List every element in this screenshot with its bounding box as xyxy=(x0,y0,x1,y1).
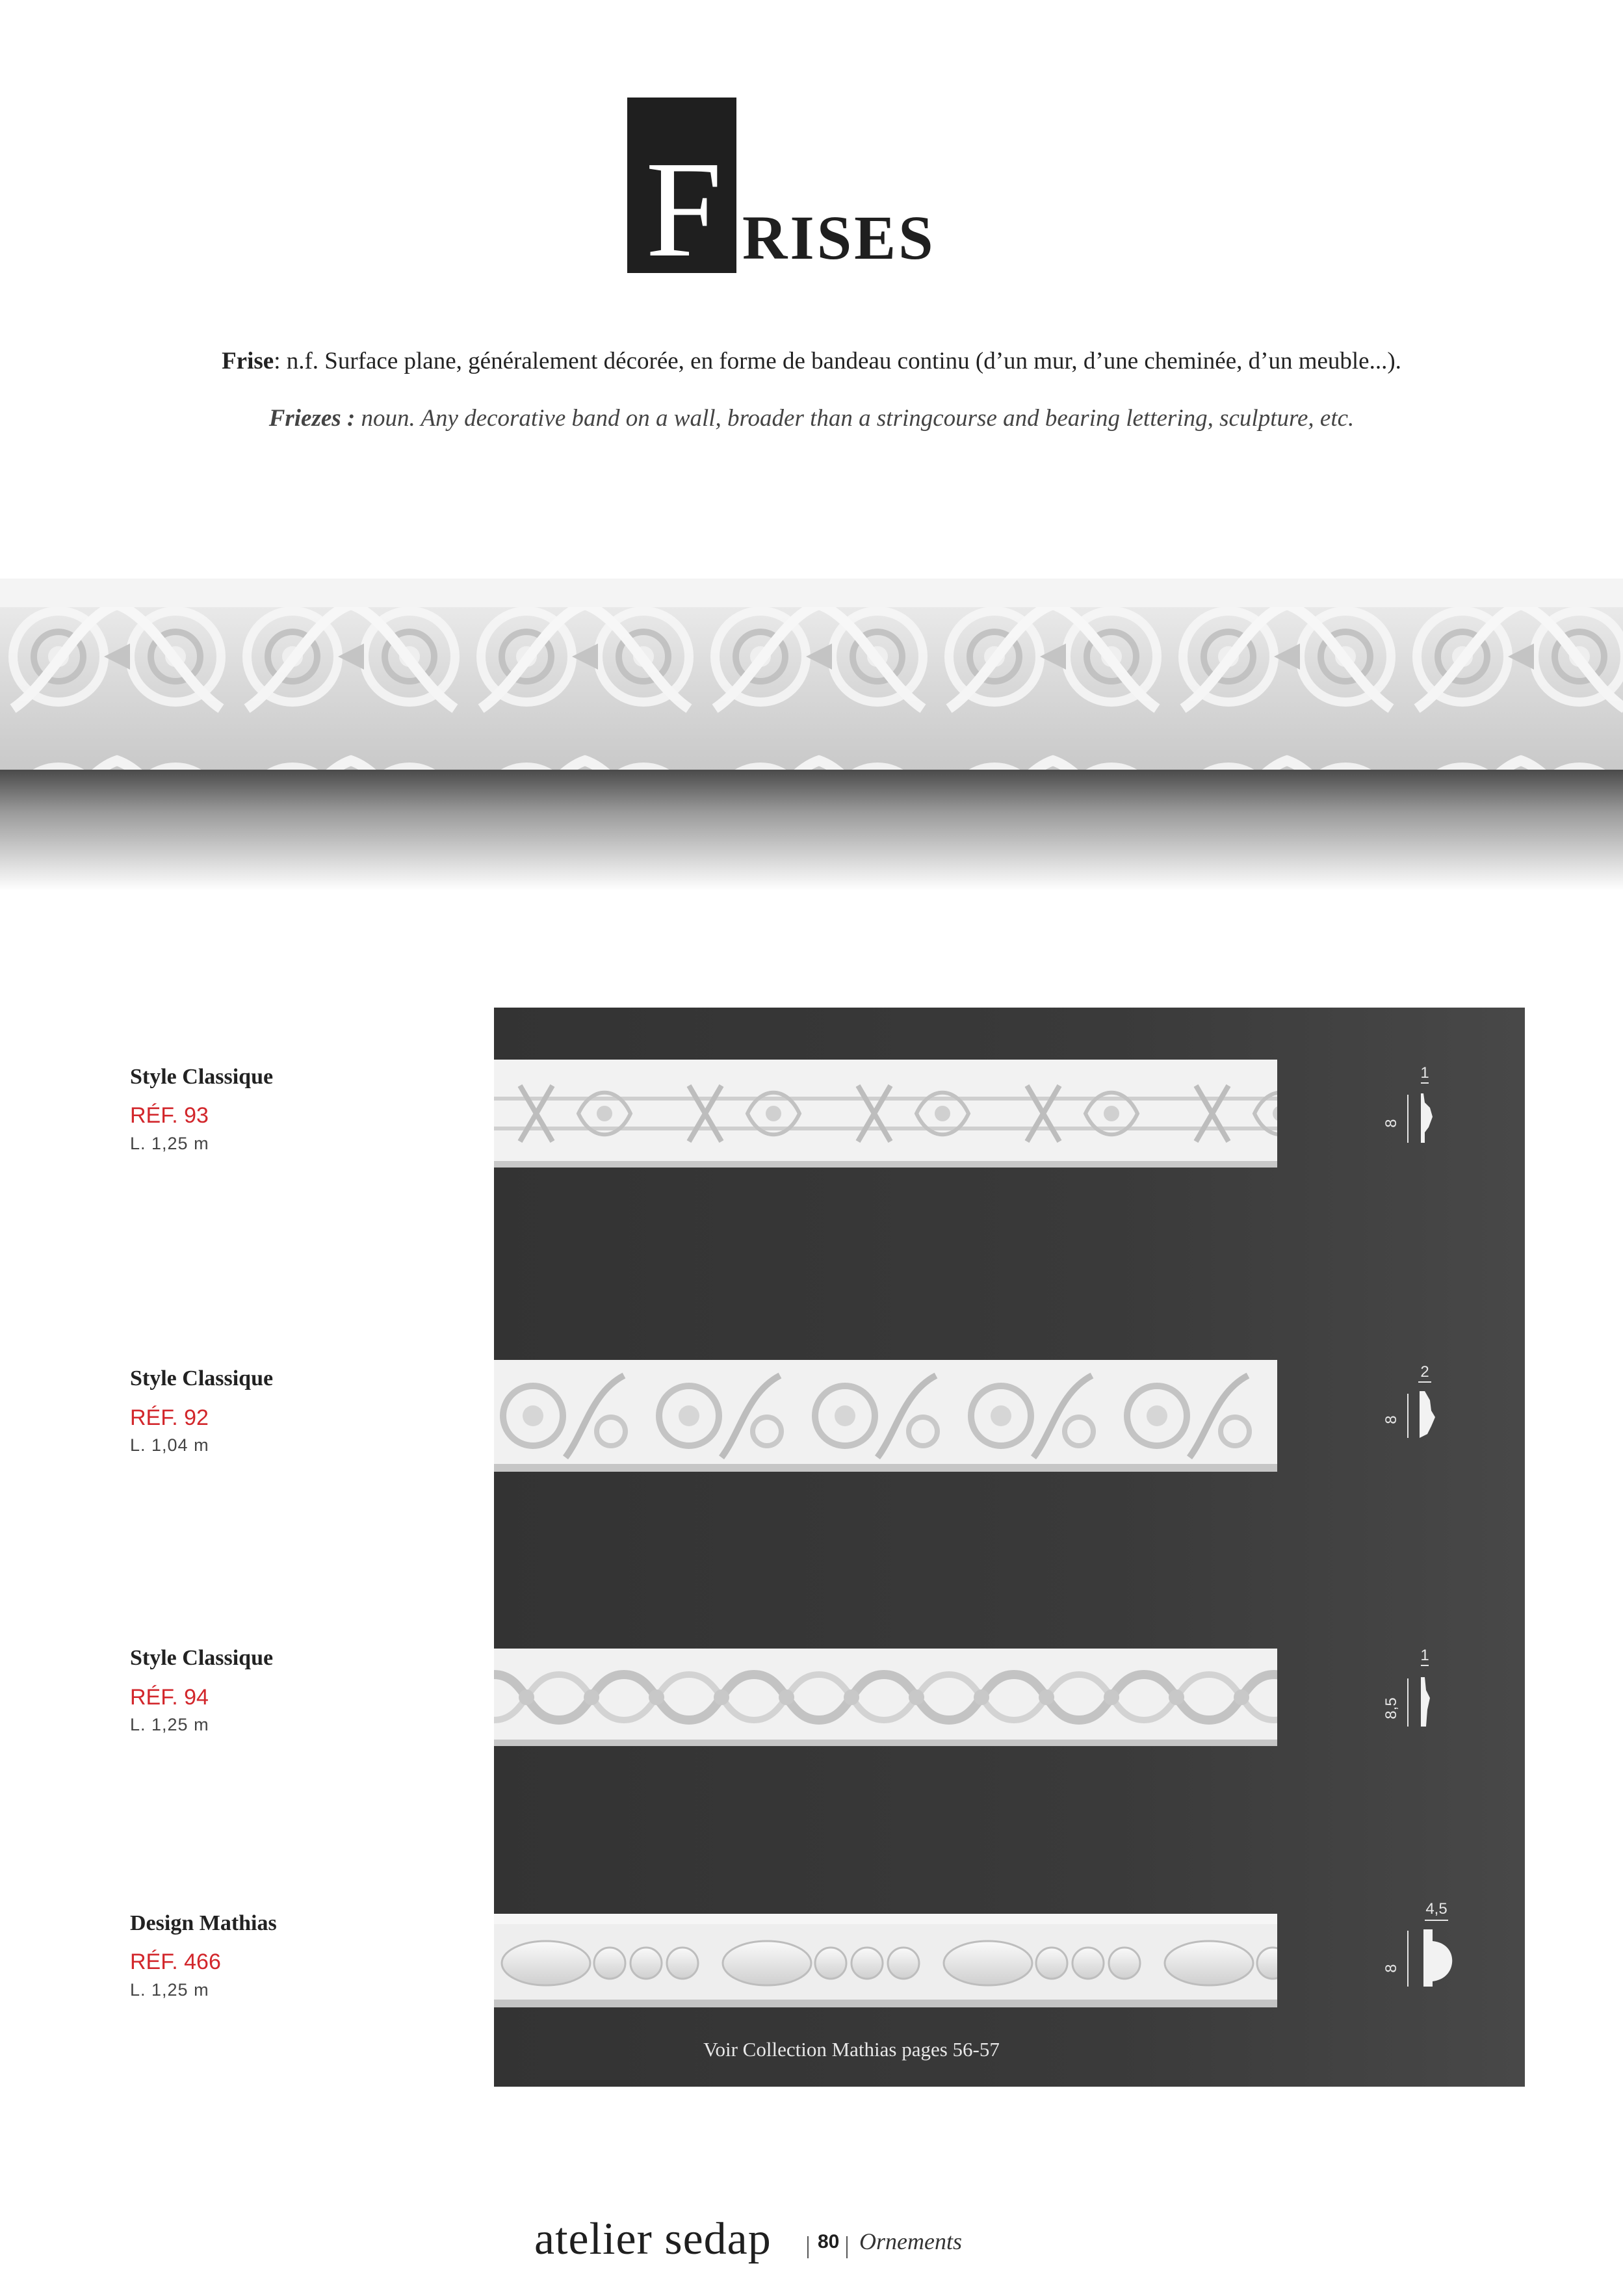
product-style: Style Classique xyxy=(130,1646,274,1670)
product-style: Style Classique xyxy=(130,1366,274,1390)
footer-section: Ornements xyxy=(859,2228,962,2254)
product-ref: RÉF. 94 xyxy=(130,1685,209,1710)
title-initial: F xyxy=(645,133,722,285)
footer-separator xyxy=(807,2236,809,2258)
page-number: 80 xyxy=(818,2231,840,2252)
definition-fr-term: Frise xyxy=(222,348,274,374)
frieze-strip-ref-94 xyxy=(494,1649,1277,1746)
profile-height-label: 8 xyxy=(1383,1415,1400,1424)
profile-diagram-ref-466 xyxy=(1384,1896,1456,2000)
definition-en-term: Friezes : xyxy=(268,405,356,432)
product-style: Style Classique xyxy=(130,1065,274,1089)
frieze-strip-ref-93 xyxy=(494,1060,1277,1168)
profile-diagram-ref-94 xyxy=(1384,1645,1456,1736)
profile-height-label: 8,5 xyxy=(1383,1697,1400,1719)
product-length: L. 1,25 m xyxy=(130,1980,209,2000)
page-title: RISES xyxy=(742,203,936,272)
hero-frieze-image xyxy=(0,579,1623,891)
footer-separator xyxy=(846,2236,848,2258)
profile-width-label: 1 xyxy=(1420,1647,1429,1664)
definition-fr-text: : n.f. Surface plane, généralement décorée, en forme de bandeau continu (d’un mur, d’une cheminée, d’un meuble...). xyxy=(274,348,1401,374)
definition-en-text: noun. Any decorative band on a wall, broader than a stringcourse and bearing lettering, sculpture, etc. xyxy=(355,405,1355,432)
product-ref: RÉF. 92 xyxy=(130,1405,209,1430)
profile-height-label: 8 xyxy=(1383,1964,1400,1973)
definition-en xyxy=(0,404,1623,432)
product-ref: RÉF. 466 xyxy=(130,1950,221,1974)
profile-width-label: 1 xyxy=(1420,1064,1429,1082)
profile-width-label: 4,5 xyxy=(1425,1900,1448,1918)
product-ref: RÉF. 93 xyxy=(130,1103,209,1128)
product-length: L. 1,25 m xyxy=(130,1715,209,1734)
frieze-strip-ref-92 xyxy=(494,1360,1277,1472)
footer-brand: atelier sedap xyxy=(534,2214,772,2264)
frieze-strip-ref-466 xyxy=(494,1914,1277,2007)
profile-width-label: 2 xyxy=(1420,1363,1429,1381)
product-length: L. 1,04 m xyxy=(130,1435,209,1455)
product-style: Design Mathias xyxy=(130,1911,277,1935)
product-length: L. 1,25 m xyxy=(130,1134,209,1153)
definition-fr xyxy=(0,347,1623,375)
profile-diagram-ref-92 xyxy=(1384,1361,1456,1446)
profile-diagram-ref-93 xyxy=(1384,1062,1456,1147)
collection-reference-note: Voir Collection Mathias pages 56-57 xyxy=(703,2038,1000,2061)
profile-height-label: 8 xyxy=(1383,1119,1400,1128)
